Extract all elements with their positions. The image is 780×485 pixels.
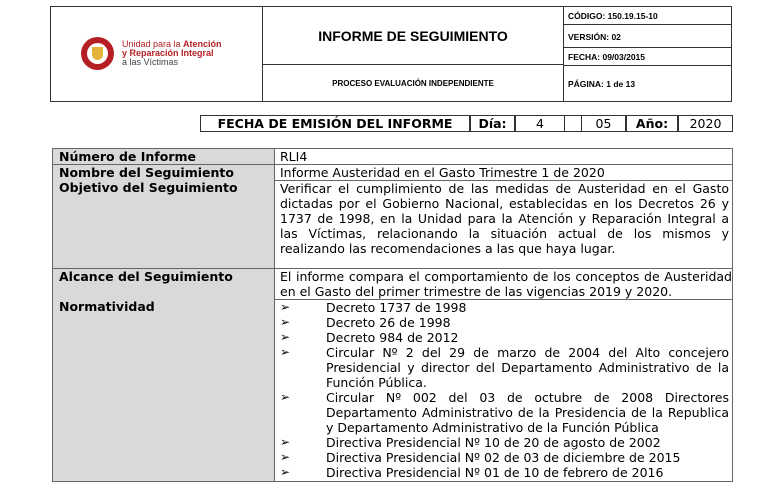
arrow-bullet-icon: ➢ xyxy=(280,300,291,314)
list-item: ➢ Decreto 1737 de 1998 xyxy=(280,300,467,315)
day-value: 4 xyxy=(515,115,565,132)
nombre-objetivo-labels xyxy=(53,165,274,268)
list-item: ➢ Directiva Presidencial Nº 01 de 10 de febrero de 2016 xyxy=(280,465,664,480)
version: VERSIÓN: 02 xyxy=(564,26,732,48)
emission-date-label: FECHA DE EMISIÓN DEL INFORME xyxy=(200,115,470,132)
objetivo-value: Verificar el cumplimiento de las medidas de Austeridad en el Gasto dictadas por el Gobierno Nacional, establecidas en los Decretos 26 y 1737 de 1998, en la Unidad para la Atención y Reparación Integral a las Víctimas, relacionando la situación actual de los mismos y realizando las recomendaciones a las que haya lugar. xyxy=(280,181,729,256)
document-title: INFORME DE SEGUIMIENTO xyxy=(263,7,563,65)
document-header xyxy=(50,6,732,102)
logo-text: Unidad para la Atención y Reparación Integral a las Víctimas xyxy=(122,39,222,67)
alcance-normatividad-labels xyxy=(53,269,274,481)
alcance-normatividad-values xyxy=(274,269,732,481)
list-item: ➢ Decreto 984 de 2012 xyxy=(280,330,459,345)
list-item: ➢ Circular Nº 2 del 29 de marzo de 2004 del Alto concejero Presidencial y director del Departamento Administrativo de la Función Pública. xyxy=(280,345,729,390)
report-table xyxy=(52,148,733,482)
row-numero xyxy=(53,149,732,165)
month-value: 05 xyxy=(581,115,626,132)
day-label: Día: xyxy=(470,115,515,132)
fecha: FECHA: 09/03/2015 xyxy=(564,49,732,66)
list-item: ➢ Circular Nº 002 del 03 de octubre de 2008 Directores Departamento Administrativo de la Presidencia de la Republica y Departamento Administrativo de la Función Pública xyxy=(280,390,729,435)
arrow-bullet-icon: ➢ xyxy=(280,465,291,479)
year-label: Año: xyxy=(626,115,678,132)
arrow-bullet-icon: ➢ xyxy=(280,450,291,464)
list-item: ➢ Directiva Presidencial Nº 02 de 03 de diciembre de 2015 xyxy=(280,450,681,465)
date-spacer xyxy=(565,115,581,132)
list-item: ➢ Decreto 26 de 1998 xyxy=(280,315,451,330)
arrow-bullet-icon: ➢ xyxy=(280,330,291,344)
codigo: CÓDIGO: 150.19.15-10 xyxy=(564,7,732,25)
arrow-bullet-icon: ➢ xyxy=(280,315,291,329)
arrow-bullet-icon: ➢ xyxy=(280,345,291,359)
normatividad-list xyxy=(280,300,729,480)
nombre-objetivo-values xyxy=(274,165,732,268)
process-name: PROCESO EVALUACIÓN INDEPENDIENTE xyxy=(332,78,494,88)
row-nombre-objetivo xyxy=(53,165,732,269)
alcance-value: El informe compara el comportamiento de los conceptos de Austeridad en el Gasto del primer trimestre de las vigencias 2019 y 2020. xyxy=(275,269,732,300)
year-value: 2020 xyxy=(678,115,733,132)
objetivo-label: Objetivo del Seguimiento xyxy=(59,180,238,195)
logo-cell xyxy=(51,7,263,101)
alcance-label: Alcance del Seguimiento xyxy=(59,269,233,284)
coat-of-arms-icon xyxy=(81,37,114,70)
unidad-victimas-logo xyxy=(81,37,222,70)
row-alcance-normatividad xyxy=(53,269,732,481)
arrow-bullet-icon: ➢ xyxy=(280,435,291,449)
nombre-value: Informe Austeridad en el Gasto Trimestre 1 de 2020 xyxy=(275,165,732,181)
pagina: PÁGINA: 1 de 13 xyxy=(568,79,636,89)
nombre-label: Nombre del Seguimiento xyxy=(59,165,234,180)
numero-value: RLI4 xyxy=(274,149,732,164)
numero-label: Número de Informe xyxy=(53,149,274,164)
document-metadata xyxy=(563,7,732,101)
arrow-bullet-icon: ➢ xyxy=(280,390,291,404)
list-item: ➢ Directiva Presidencial Nº 10 de 20 de agosto de 2002 xyxy=(280,435,661,450)
normatividad-label: Normatividad xyxy=(59,299,155,314)
